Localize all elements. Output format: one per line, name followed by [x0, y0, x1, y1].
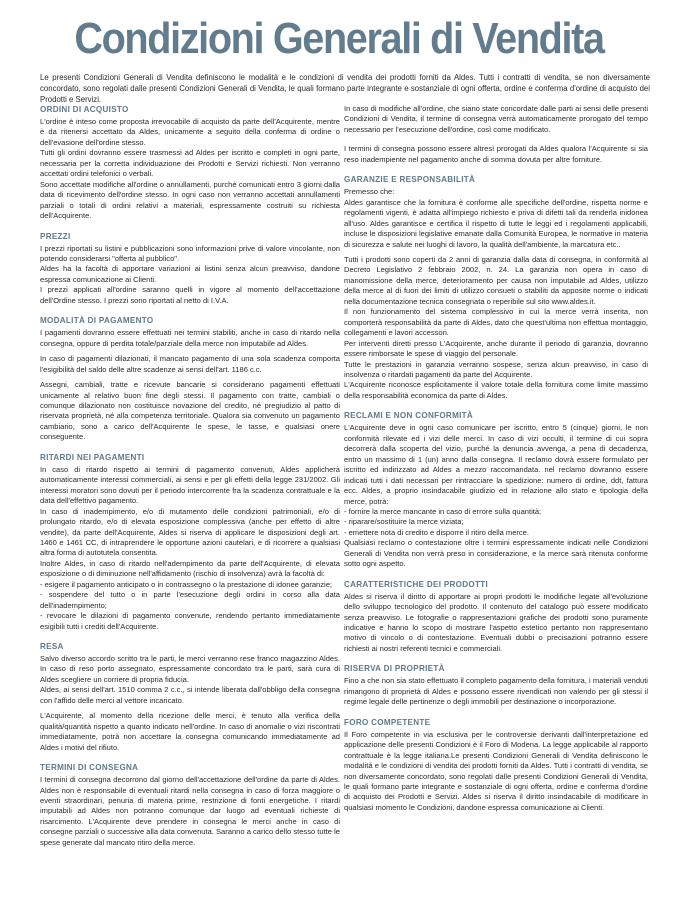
paragraph: Inoltre Aldes, in caso di ritardo nell'adempimento da parte dell'Acquirente, di elevata esposizione o di diminuzione nell'affidamento (rischio di insolvenza) avrà la facoltà di:	[40, 558, 340, 579]
paragraph: I termini di consegna possono essere altresì prorogati da Aldes qualora l'Acquirente si sia reso inadempiente nel pagamento anche di somma dovuta per altre forniture.	[344, 144, 648, 164]
paragraph: In caso di ritardo rispetto ai termini di pagamento convenuti, Aldes applicherà automaticamente interessi commerciali, ai sensi e per gli effetti della legge 231/2002. Gli interessi moratori sono dovuti per il periodo intercorrente fra la scadenza contrattuale e la data dell'effettivo pagamento.	[40, 464, 340, 506]
list-item: - fornire la merce mancante in caso di errore sulla quantità;	[344, 506, 542, 516]
left-column	[40, 104, 340, 848]
section-foro	[344, 717, 648, 814]
section-heading: RISERVA DI PROPRIETÀ	[344, 664, 445, 674]
paragraph: Sono accettate modifiche all'ordine o annullamenti, purché comunicati entro 3 giorni dalla data di ricevimento dell'ordine stesso. In ogni caso non verranno accettati annullamenti parziali o totali di ordini relativi a materiali, espressamente costruiti su richiesta dell'Acquirente.	[40, 179, 340, 221]
list-item: - esigere il pagamento anticipato o in contrassegno o la prestazione di idonee garanzie;	[40, 579, 332, 589]
section-reclami	[344, 410, 648, 569]
paragraph: Aldes, ai sensi dell'art. 1510 comma 2 c.c., si intende liberata dall'obbligo della consegna con l'affido delle merci al vettore incaricato.	[40, 685, 340, 705]
list-item: - riparare/sostituire la merce viziata;	[344, 517, 464, 527]
section-heading: MODALITÀ DI PAGAMENTO	[40, 316, 154, 326]
section-heading: ORDINI DI ACQUISTO	[40, 105, 129, 114]
section-heading: FORO COMPETENTE	[344, 717, 431, 727]
paragraph: L'Acquirente deve in ogni caso comunicare per iscritto, entro 5 (cinque) giorni, le non conformità rilevate ed i vizi delle merci. In caso di vizi occulti, il termine di cui sopra decorrerà dalla scoperta del vizio, purché la denuncia avvenga, a pena di decadenza, entro un massimo di 1 (un) anno dalla consegna. Il reclamo dovrà essere formulato per iscritto ed indirizzato ad Aldes a mezzo raccomandata. nel reclamo dovranno essere indicati tutti i dati necessari per rintracciare la spedizione: numero di ordine, ddt, fattura ecc. Aldes, a proprio insindacabile giudizio ed in relazione allo stato e tipologia della merce, potrà:	[344, 423, 648, 506]
section-heading: RECLAMI E NON CONFORMITÀ	[344, 411, 474, 421]
paragraph: Aldes garantisce che la fornitura è conforme alle specifiche dell'ordine, rispetta norme e regolamenti vigenti, è adatta all'impiego richiesto e priva di difetti tali da renderla inidonea all'uso. Aldes garantisce e certifica il rispetto di tutte le leggi ed i regolamenti applicabili, incluse le disposizioni legislative emanate dalla Comunità Europea, le normative in materia di sicurezza e salute nei luoghi di lavoro, la qualità dell'ambiente, la marcatura etc..	[344, 197, 648, 249]
section-riserva	[344, 663, 648, 707]
section-heading: CARATTERISTICHE DEI PRODOTTI	[344, 579, 489, 589]
section-ritardi	[40, 452, 340, 632]
paragraph: In caso di modifiche all'ordine, che siano state concordate dalle parti ai sensi delle presenti Condizioni di Vendita, il termine di consegna verrà automaticamente prorogato del tempo necessario per l'esecuzione dell'ordine, così come modificato.	[344, 104, 648, 134]
paragraph: In caso di pagamenti dilazionati, il mancato pagamento di una sola scadenza comporta l'esigibilità del saldo delle altre scadenze ai sensi dell'art. 1186 c.c.	[40, 354, 340, 374]
paragraph: Aldes ha la facoltà di apportare variazioni ai listini senza alcun preavviso, dandone espressa comunicazione ai Clienti.	[40, 264, 340, 284]
paragraph: Fino a che non sia stato effettuato il completo pagamento della fornitura, i materiali venduti rimangono di proprietà di Aldes e possono essere rivendicati non valendo per gli stessi il regime legale delle pertinenze o degli immobili per destinazione o incorporazione.	[344, 676, 648, 707]
paragraph: Tutti i prodotti sono coperti da 2 anni di garanzia dalla data di consegna, in conformità al Decreto Legislativo 2 febbraio 2002, n. 24. La garanzia non opera in caso di manomissione della merce, deterioramento per causa non imputabile ad Aldes, utilizzo della merce al di fuori dei limiti di utilizzo consueti o stabiliti da apposite norme o indicati nella documentazione tecnica consegnata o reperibile sul sito www.aldes.it.	[344, 254, 648, 306]
paragraph: Il non funzionamento del sistema complessivo in cui la merce verrà inserita, non comporterà responsabilità da parte di Aldes, dato che quest'ultima non effettua montaggio, collegamenti e lavori accessori.	[344, 307, 648, 338]
section-heading: TERMINI DI CONSEGNA	[40, 763, 139, 773]
list-item: - revocare le dilazioni di pagamento convenute, rendendo pertanto immediatamente esigibili tutti i crediti dell'Acquirente.	[40, 611, 340, 631]
paragraph: Qualsiasi reclamo o contestazione oltre i termini espressamente indicati nelle Condizioni Generali di Vendita non verrà preso in considerazione, e la merce sarà ritenuta conforme sotto ogni aspetto.	[344, 538, 648, 569]
paragraph: L'Acquirente, al momento della ricezione delle merci, è tenuto alla verifica della qualità/quantità rispetto a quanto indicato nell'ordine. In caso di anomalie o vizi riscontrati immediatamente, potrà non accettare la consegna comunicando immediatamente ad Aldes i motivi del rifiuto.	[40, 711, 340, 752]
page-title: Condizioni Generali di Vendita	[74, 14, 604, 63]
section-consegna	[40, 762, 340, 848]
paragraph: Tutti gli ordini dovranno essere trasmessi ad Aldes per iscritto e completi in ogni parte, necessaria per la corretta individuazione dei Prodotti e Servizi richiesti. Non verranno accettati ordini telefonici o verbali.	[40, 148, 340, 179]
paragraph: Tutte le prestazioni in garanzia verranno sospese, senza alcun preavviso, in caso di insolvenza o ritardati pagamenti da parte del Acquirente.	[344, 359, 648, 379]
right-column	[344, 104, 648, 813]
section-prezzi	[40, 231, 340, 307]
paragraph: Per interventi diretti presso L'Acquirente, anche durante il periodo di garanzia, dovranno essere rimborsate le spese di viaggio del personale.	[344, 338, 648, 359]
paragraph: Premesso che:	[344, 187, 395, 197]
section-heading: RITARDI NEI PAGAMENTI	[40, 452, 145, 462]
section-caratteristiche	[344, 579, 648, 655]
paragraph: I pagamenti dovranno essere effettuati nei termini stabiliti, anche in caso di ritardo nella consegna, oppure di perdita totale/parziale della merce non imputabile ad Aldes.	[40, 328, 340, 348]
list-item: - sospendere del tutto o in parte l'esecuzione degli ordini in corso alla data dell'inadempimento;	[40, 590, 340, 610]
section-pagamento	[40, 315, 340, 443]
paragraph: Salvo diverso accordo scritto tra le parti, le merci verranno rese franco magazzino Aldes. In caso di reso porto assegnato, espressamente concordato tra le parti, sarà cura di Aldes scegliere un corriere di propria fiducia.	[40, 654, 340, 684]
paragraph: I termini di consegna decorrono dal giorno dell'accettazione dell'ordine da parte di Aldes. Aldes non è responsabile di eventuali ritardi nella consegna in caso di forza maggiore o eventi straordinari, penuria di materia prime, restrizione di fonti energetiche. I ritardi imputabili ad Aldes non potranno comunque dar luogo ad eventuali richieste di risarcimento. L'Acquirente deve prendere in consegna le merci anche in caso di consegne parziali o successive alla data convenuta. Saranno a carico dello stesso tutte le spese generate dal mancato ritiro della merce.	[40, 775, 340, 847]
paragraph: Il Foro competente in via esclusiva per le controversie derivanti dall'interpretazione ed applicazione delle presenti Condizioni è il Foro di Modena. La legge applicabile al rapporto contrattuale è la legge italiana.Le presenti Condizioni Generali di Vendita definiscono le modalità e le condizioni di vendita dei prodotti forniti da Aldes. Tutti i contratti di vendita, se non diversamente concordato, sono regolati dalle presenti Condizioni Generali di Vendita, le quali formano parte integrante e sostanziale di ogni offerta, ordine e conferma d'ordine di acquisto dei Prodotti e Servizi. Aldes si riserva il diritto insindacabile di modificare in qualsiasi momento le Condizioni, dandone espressa comunicazione ai Clienti.	[344, 729, 648, 812]
section-garanzia	[344, 174, 648, 401]
list-item: - emettere nota di credito e disporre il ritiro della merce.	[344, 527, 529, 537]
paragraph: L'Acquirente riconosce esplicitamente il valore totale della fornitura come limite massimo della responsabilità economica da parte di Aldes.	[344, 380, 648, 400]
section-resa	[40, 641, 340, 753]
paragraph: Aldes si riserva il diritto di apportare ai propri prodotti le modifiche legate all'evoluzione dello sviluppo tecnologico del prodotto. Il contenuto del catalogo può essere modificato senza preavviso. Le fotografie o rappresentazioni grafiche dei prodotti sono puramente indicative e hanno lo scopo di mostrare l'aspetto estetico pertanto non rappresentano motivo di vincolo o di contestazione. Eventuali dubbi o precisazioni potranno essere richiesti ai nostri referenti tecnici e commerciali.	[344, 591, 648, 653]
paragraph: I prezzi riportati su listini e pubblicazioni sono informazioni prive di valore vincolante, non potendo considerarsi "offerta al pubblico".	[40, 243, 340, 263]
section-heading: PREZZI	[40, 231, 71, 241]
paragraph: I prezzi applicati all'ordine saranno quelli in vigore al momento dell'accettazione dell'Ordine stesso. I prezzi sono riportati al netto di I.V.A.	[40, 285, 340, 305]
paragraph: Assegni, cambiali, tratte e ricevute bancarie si considerano pagamenti effettuati unicamente al relativo buon fine degli stessi. Il pagamento con tratte, cambiali o comunque dilazionato non costituisce novazione del credito, né pregiudizio al patto di riservata proprietà, né alla competenza territoriale. Qualora sia convenuto un pagamento cambiario, sono a carico dell'Acquirente le spese, le tasse, e qualsiasi onere conseguente.	[40, 380, 340, 442]
paragraph: L'ordine è inteso come proposta irrevocabile di acquisto da parte dell'Acquirente, mentre è da ritenersi accettato da Aldes, unicamente a seguito della conferma di ordine o dell'evasione dell'ordine stesso.	[40, 117, 340, 147]
section-heading: GARANZIE E RESPONSABILITÀ	[344, 175, 476, 185]
section-heading: RESA	[40, 642, 64, 652]
intro-paragraph: Le presenti Condizioni Generali di Vendita definiscono le modalità e le condizioni di vendita dei prodotti forniti da Aldes. Tutti i contratti di vendita, se non diversamente concordato, sono regolati dalle presenti Condizioni Generali di Vendita, le quali formano parte integrante e sostanziale di ogni offerta, ordine e conferma d'ordine di acquisto dei Prodotti e Servizi.	[40, 73, 650, 104]
section-ordini	[40, 104, 340, 222]
paragraph: In caso di inadempimento, e/o di mutamento delle condizioni patrimoniali, e/o di prolungato ritardo, e/o di elevata esposizione complessiva (anche per effetto di altre vendite), da parte dell'Acquirente, Aldes si riserva di applicare le disposizioni degli art. 1460 e 1461 CC, di intraprendere le opportune azioni cautelari, e di ricorrere a qualsiasi altra forma di autotutela consentita.	[40, 506, 340, 558]
